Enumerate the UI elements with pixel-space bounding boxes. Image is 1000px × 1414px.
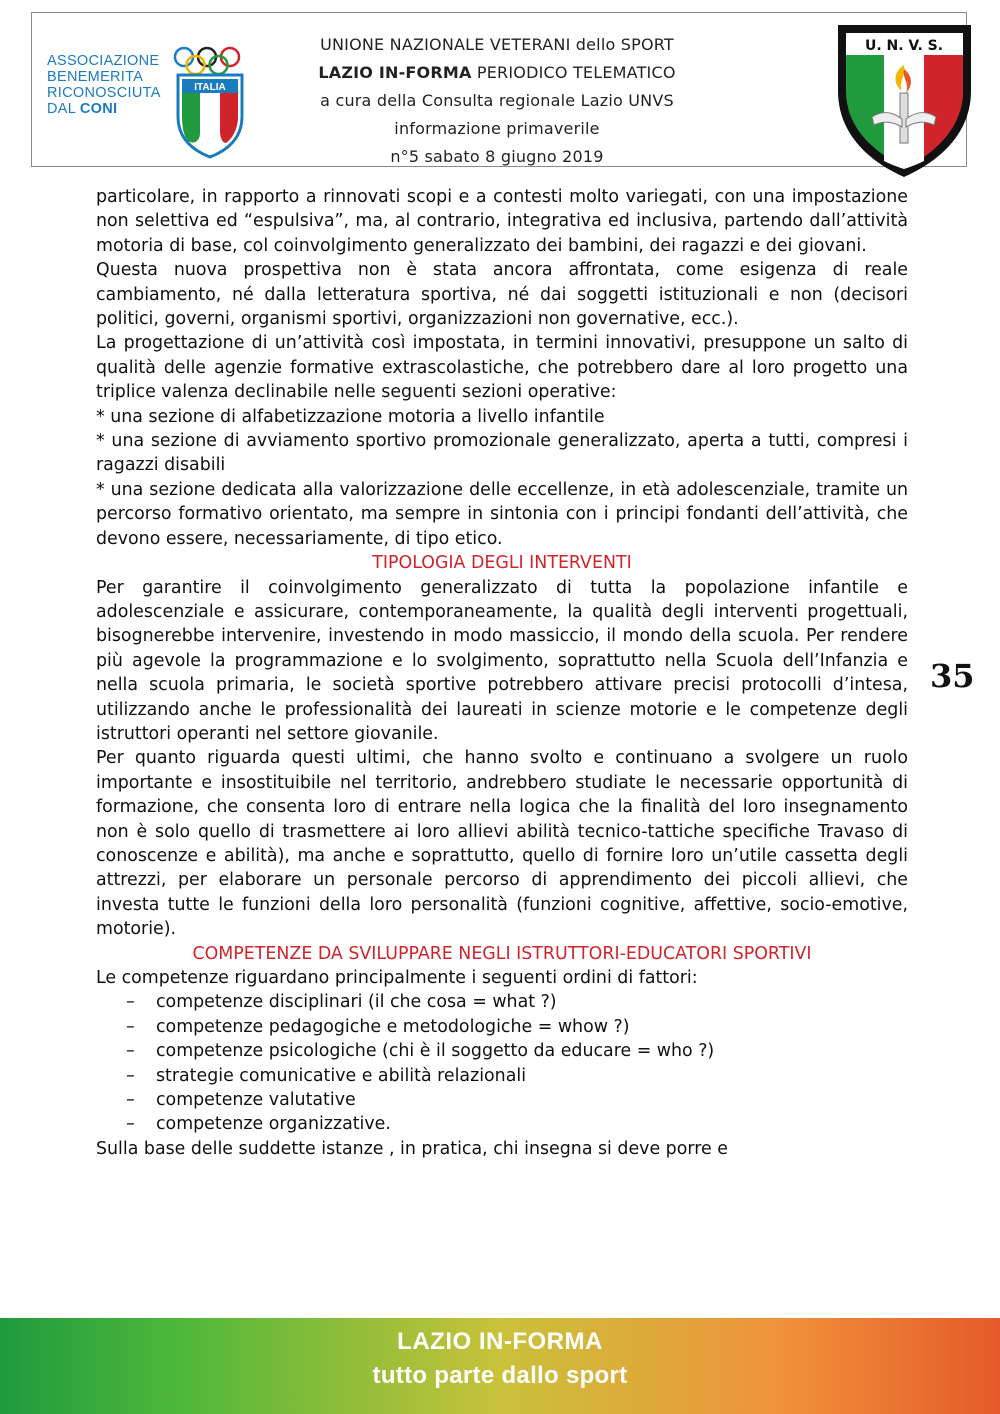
list-item: – competenze valutative	[126, 1088, 908, 1112]
page-header	[31, 12, 967, 167]
header-issue-date: n°5 sabato 8 giugno 2019	[390, 147, 604, 166]
header-periodical-type: PERIODICO TELEMATICO	[471, 63, 676, 82]
body-paragraph-4: Per garantire il coinvolgimento generalizzato di tutta la popolazione infantile e adolescenziale e assicurare, contemporaneamente, la qualità degli interventi progettuali, bisognerebbe intervenire, investendo in modo massiccio, il mondo della scuola. Per rendere più agevole la programmazione e lo svolgimento, soprattutto nella Scuola dell’Infanzia e nella scuola primaria, le società sportive potrebbero attivare precisi protocolli d’intesa, utilizzando anche le professionalità dei laureati in scienze motorie e le competenze degli istruttori operanti nel settore giovanile.	[96, 577, 908, 744]
body-bullet-section-3: * una sezione dedicata alla valorizzazione delle eccellenze, in età adolescenziale, tramite un percorso formativo orientato, ma sempre in sintonia con i principi fondanti dell’attività, che devono essere, necessariamente, di tipo etico.	[96, 479, 908, 549]
header-line-3: a cura della Consulta regionale Lazio UNVS	[320, 91, 674, 110]
coni-logo-line-4-prefix: DAL	[47, 101, 80, 117]
section-heading-competenze: COMPETENZE DA SVILUPPARE NEGLI ISTRUTTORI-EDUCATORI SPORTIVI	[192, 943, 812, 964]
coni-logo-line-1: ASSOCIAZIONE	[47, 53, 160, 69]
header-line-4: informazione primaverile	[394, 119, 600, 138]
body-paragraph-2: Questa nuova prospettiva non è stata ancora affrontata, come esigenza di reale cambiamento, né dalla letteratura sportiva, né dai soggetti istituzionali e non (decisori politici, governi, organismi sportivi, organizzazioni non governative, ecc.).	[96, 260, 908, 330]
footer-title: LAZIO IN-FORMA	[397, 1328, 603, 1355]
italia-shield-label: ITALIA	[194, 82, 226, 93]
body-paragraph-1: particolare, in rapporto a rinnovati scopi e a contesti molto variegati, con una impostazione non selettiva ed “espulsiva”, ma, al contrario, integrativa ed inclusiva, partendo dall’attività motoria di base, col coinvolgimento generalizzato dei bambini, dei ragazzi e dei giovani.	[96, 187, 908, 256]
coni-logo-line-2: BENEMERITA	[47, 69, 144, 85]
body-paragraph-5: Per quanto riguarda questi ultimi, che hanno svolto e continuano a svolgere un ruolo importante e insostituibile nel territorio, andrebbero studiate le necessarie opportunità di formazione, che consenta loro di entrare nella logica che la finalità del loro insegnamento non è solo quello di trasmettere ai loro allievi abilità tecnico-tattiche specifiche Travaso di conoscenze e abilità), ma anche e soprattutto, quello di fornire loro un’utile cassetta degli attrezzi, per elaborare un personale percorso di apprendimento dei piccoli allievi, che investa tutte le funzioni della loro personalità (funzioni cognitive, affettive, socio-emotive, motorie).	[96, 748, 908, 940]
list-item: – competenze pedagogiche e metodologiche = whow ?)	[126, 1015, 908, 1039]
coni-logo	[44, 31, 254, 156]
list-item: – competenze psicologiche (chi è il soggetto da educare = who ?)	[126, 1039, 908, 1063]
header-title-block	[272, 31, 722, 171]
list-item: – competenze organizzative.	[126, 1112, 908, 1136]
list-item: – competenze disciplinari (il che cosa = what ?)	[126, 990, 908, 1014]
header-periodical-name: LAZIO IN-FORMA	[318, 63, 472, 82]
unvs-shield-logo	[832, 21, 977, 181]
competenze-list	[96, 990, 908, 1136]
unvs-logo-text: U. N. V. S.	[864, 38, 944, 54]
article-body	[96, 185, 908, 1161]
page-footer	[0, 1318, 1000, 1414]
section-heading-tipologia: TIPOLOGIA DEGLI INTERVENTI	[372, 553, 632, 574]
header-line-1: UNIONE NAZIONALE VETERANI dello SPORT	[320, 35, 674, 54]
coni-logo-text	[47, 53, 161, 117]
body-paragraph-7: Sulla base delle suddette istanze , in pratica, chi insegna si deve porre e	[96, 1138, 728, 1159]
coni-logo-line-4	[47, 101, 161, 117]
footer-tagline: tutto parte dallo sport	[372, 1362, 628, 1389]
body-paragraph-3: La progettazione di un’attività così impostata, in termini innovativi, presuppone un salto di qualità delle agenzie formative extrascolastiche, che potrebbero dare al loro progetto una triplice valenza declinabile nelle seguenti sezioni operative:	[96, 333, 908, 403]
coni-logo-line-4-bold: CONI	[79, 101, 118, 117]
body-bullet-section-2: * una sezione di avviamento sportivo promozionale generalizzato, aperta a tutti, compresi i ragazzi disabili	[96, 431, 908, 476]
list-item: – strategie comunicative e abilità relazionali	[126, 1064, 908, 1088]
body-bullet-section-1: * una sezione di alfabetizzazione motoria a livello infantile	[96, 406, 605, 427]
page-number: 35	[930, 657, 975, 695]
body-paragraph-6: Le competenze riguardano principalmente i seguenti ordini di fattori:	[96, 968, 698, 988]
italia-shield-icon	[174, 71, 246, 159]
coni-logo-line-3: RICONOSCIUTA	[47, 85, 161, 101]
header-line-2	[272, 59, 722, 87]
